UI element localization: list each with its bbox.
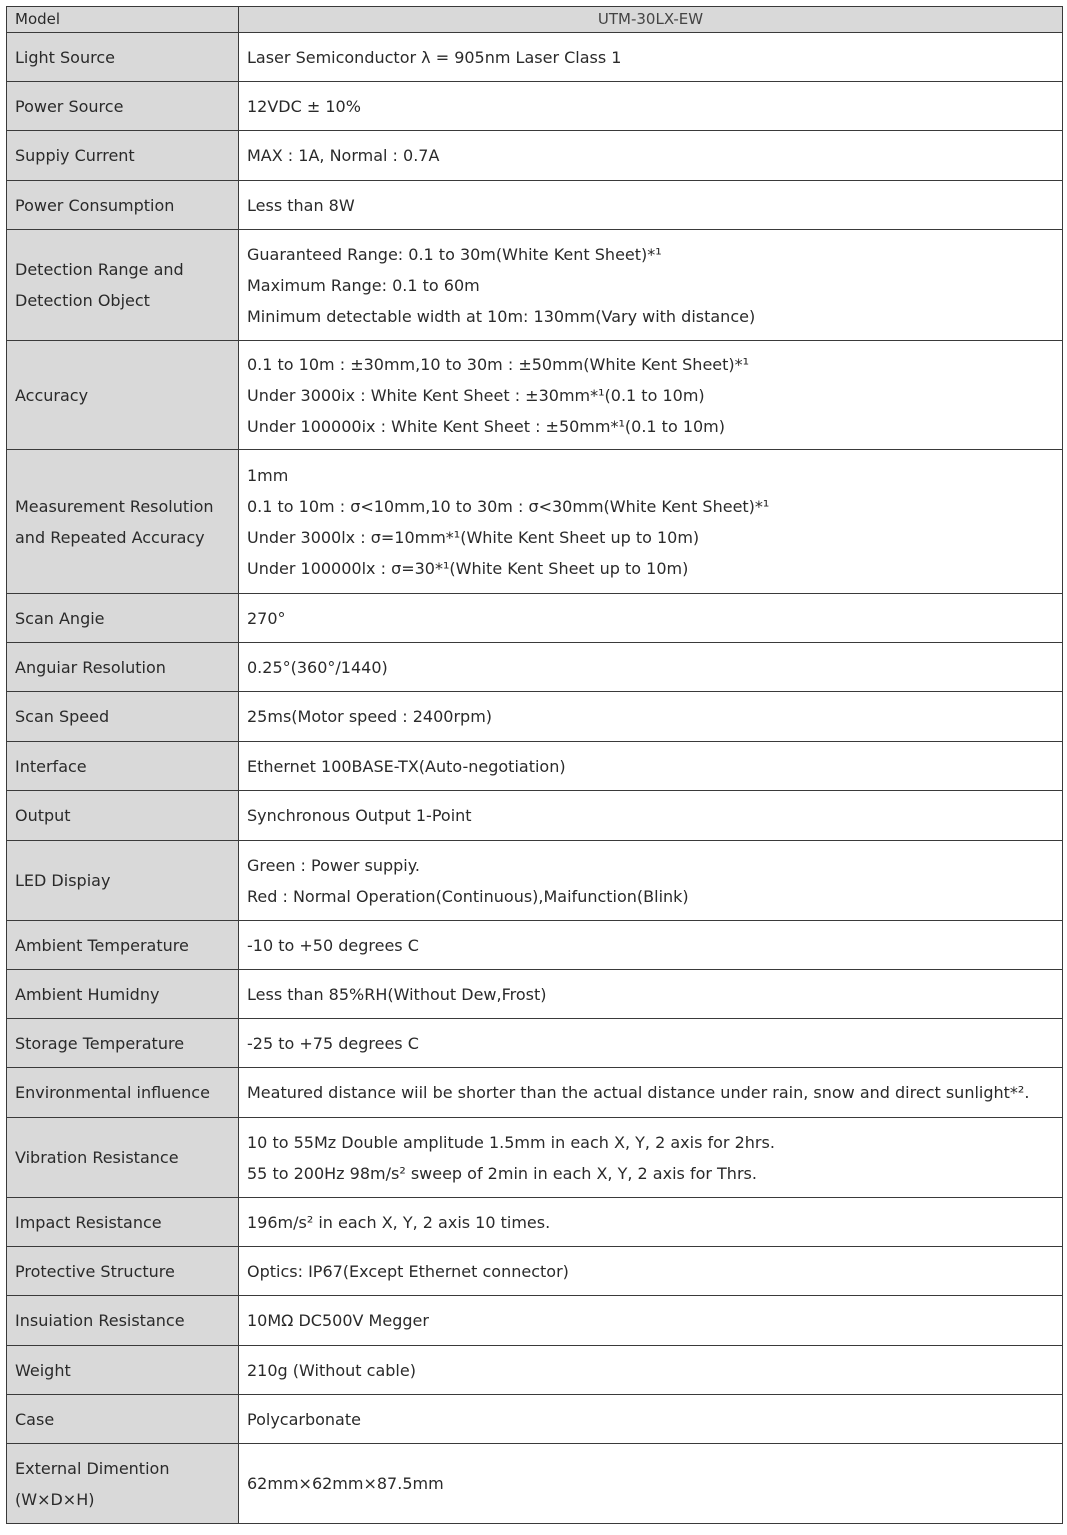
table-row: [7, 450, 1063, 594]
table-row: [7, 692, 1063, 742]
table-header-row: [7, 7, 1063, 33]
spec-value-cell: [239, 742, 1063, 791]
spec-label-cell: [7, 33, 239, 82]
spec-value-cell: [239, 1198, 1063, 1247]
spec-label: Scan Speed: [15, 707, 110, 726]
spec-label-cell: [7, 450, 239, 594]
spec-value-cell: [239, 692, 1063, 742]
spec-value-line: Minimum detectable width at 10m: 130mm(Vary with distance): [247, 306, 756, 326]
spec-table: [6, 6, 1063, 1524]
spec-label-cell: [7, 1444, 239, 1524]
spec-label-cell: [7, 1346, 239, 1395]
spec-label-cell: [7, 921, 239, 970]
spec-value-line: Less than 85%RH(Without Dew,Frost): [247, 984, 547, 1004]
spec-value-line: 25ms(Motor speed : 2400rpm): [247, 707, 493, 726]
spec-label-cell: [7, 341, 239, 450]
spec-value-line: Under 100000lx : σ=30*¹(White Kent Sheet up to 10m): [247, 558, 689, 578]
spec-value-cell: [239, 450, 1063, 594]
spec-value-cell: [239, 33, 1063, 82]
spec-label: and Repeated Accuracy: [15, 527, 205, 547]
spec-value-line: Polycarbonate: [247, 1409, 361, 1429]
spec-value-line: 12VDC ± 10%: [247, 96, 361, 116]
spec-label: Impact Resistance: [15, 1212, 162, 1232]
spec-label-cell: [7, 1296, 239, 1346]
spec-value-cell: [239, 1296, 1063, 1346]
table-row: [7, 131, 1063, 181]
spec-label: Insuiation Resistance: [15, 1311, 185, 1330]
spec-value-cell: [239, 1395, 1063, 1444]
table-row: [7, 1395, 1063, 1444]
table-row: [7, 1068, 1063, 1118]
spec-label-cell: [7, 742, 239, 791]
table-row: [7, 791, 1063, 841]
spec-value-line: Maximum Range: 0.1 to 60m: [247, 275, 480, 295]
header-label: Model: [7, 7, 239, 33]
spec-value-line: Ethernet 100BASE-TX(Auto-negotiation): [247, 756, 566, 776]
spec-value-cell: [239, 82, 1063, 131]
spec-label-cell: [7, 791, 239, 841]
spec-value-cell: [239, 1019, 1063, 1068]
spec-label: Detection Object: [15, 291, 150, 310]
spec-label: Case: [15, 1409, 55, 1429]
spec-label: Accuracy: [15, 385, 89, 405]
spec-label: Light Source: [15, 47, 115, 67]
spec-label-cell: [7, 970, 239, 1019]
spec-value-line: 62mm×62mm×87.5mm: [247, 1474, 444, 1493]
table-row: [7, 1198, 1063, 1247]
spec-value-line: Synchronous Output 1-Point: [247, 806, 472, 825]
spec-value-cell: [239, 1247, 1063, 1296]
table-row: [7, 643, 1063, 692]
spec-value-line: Green : Power suppiy.: [247, 855, 420, 875]
spec-label: (W×D×H): [15, 1489, 95, 1509]
spec-label: Detection Range and: [15, 260, 184, 279]
table-row: [7, 230, 1063, 341]
spec-value-line: 270°: [247, 608, 286, 628]
spec-value-cell: [239, 841, 1063, 921]
table-row: [7, 1247, 1063, 1296]
table-row: [7, 742, 1063, 791]
spec-value-cell: [239, 181, 1063, 230]
spec-label: Suppiy Current: [15, 146, 135, 165]
spec-value-line: Red : Normal Operation(Continuous),Maifunction(Blink): [247, 886, 689, 906]
spec-label: Interface: [15, 756, 87, 776]
spec-value-line: Laser Semiconductor λ = 905nm Laser Class 1: [247, 47, 622, 67]
spec-label-cell: [7, 1395, 239, 1444]
table-row: [7, 33, 1063, 82]
spec-value-line: Under 100000ix : White Kent Sheet : ±50mm*¹(0.1 to 10m): [247, 416, 725, 436]
spec-value-line: -10 to +50 degrees C: [247, 935, 419, 955]
spec-label-cell: [7, 841, 239, 921]
spec-value-line: Under 3000ix : White Kent Sheet : ±30mm*¹(0.1 to 10m): [247, 385, 705, 405]
spec-value-line: 10 to 55Mz Double amplitude 1.5mm in each X, Y, 2 axis for 2hrs.: [247, 1132, 775, 1152]
table-row: [7, 1444, 1063, 1524]
table-row: [7, 181, 1063, 230]
spec-value-line: Meatured distance wiil be shorter than the actual distance under rain, snow and direct sunlight*².: [247, 1083, 1030, 1102]
spec-label-cell: [7, 1118, 239, 1198]
table-row: [7, 970, 1063, 1019]
spec-label: Anguiar Resolution: [15, 657, 166, 677]
spec-value-cell: [239, 970, 1063, 1019]
spec-label-cell: [7, 1019, 239, 1068]
spec-label: Output: [15, 806, 71, 825]
spec-label: Measurement Resolution: [15, 496, 214, 516]
spec-value-cell: [239, 131, 1063, 181]
spec-label: Ambient Humidny: [15, 984, 160, 1004]
spec-value-cell: [239, 594, 1063, 643]
table-row: [7, 341, 1063, 450]
spec-value-line: 0.25°(360°/1440): [247, 657, 388, 677]
spec-value-line: Less than 8W: [247, 195, 355, 215]
table-row: [7, 1019, 1063, 1068]
table-row: [7, 921, 1063, 970]
table-row: [7, 1296, 1063, 1346]
spec-value-cell: [239, 1068, 1063, 1118]
table-row: [7, 82, 1063, 131]
spec-label: LED Dispiay: [15, 871, 111, 890]
spec-label: Weight: [15, 1360, 71, 1380]
spec-value-line: 1mm: [247, 465, 289, 485]
table-row: [7, 1346, 1063, 1395]
table-row: [7, 594, 1063, 643]
spec-value-cell: [239, 1118, 1063, 1198]
spec-label-cell: [7, 1198, 239, 1247]
spec-value-cell: [239, 1346, 1063, 1395]
spec-value-cell: [239, 643, 1063, 692]
spec-value-cell: [239, 921, 1063, 970]
spec-label: Protective Structure: [15, 1261, 175, 1281]
spec-value-line: 10MΩ DC500V Megger: [247, 1311, 429, 1330]
spec-value-line: 0.1 to 10m : σ<10mm,10 to 30m : σ<30mm(White Kent Sheet)*¹: [247, 496, 770, 516]
spec-value-line: 55 to 200Hz 98m/s² sweep of 2min in each X, Y, 2 axis for Thrs.: [247, 1163, 757, 1183]
spec-value-line: Guaranteed Range: 0.1 to 30m(White Kent Sheet)*¹: [247, 244, 662, 264]
spec-label-cell: [7, 82, 239, 131]
table-row: [7, 841, 1063, 921]
spec-label: Power Consumption: [15, 195, 175, 215]
spec-value-line: Optics: IP67(Except Ethernet connector): [247, 1261, 569, 1281]
spec-label: Vibration Resistance: [15, 1148, 179, 1167]
spec-label: External Dimention: [15, 1458, 170, 1478]
spec-label-cell: [7, 181, 239, 230]
spec-value-line: MAX : 1A, Normal : 0.7A: [247, 146, 440, 165]
spec-label-cell: [7, 643, 239, 692]
spec-label-cell: [7, 692, 239, 742]
spec-value-line: Under 3000lx : σ=10mm*¹(White Kent Sheet up to 10m): [247, 527, 700, 547]
spec-value-line: 210g (Without cable): [247, 1360, 416, 1380]
spec-value-cell: [239, 1444, 1063, 1524]
spec-value-line: 0.1 to 10m : ±30mm,10 to 30m : ±50mm(White Kent Sheet)*¹: [247, 354, 750, 374]
spec-value-line: -25 to +75 degrees C: [247, 1033, 419, 1053]
spec-label: Ambient Temperature: [15, 935, 189, 955]
spec-value-line: 196m/s² in each X, Y, 2 axis 10 times.: [247, 1212, 551, 1232]
spec-label-cell: [7, 1247, 239, 1296]
spec-label: Environmental influence: [15, 1083, 210, 1102]
spec-value-cell: [239, 791, 1063, 841]
spec-label-cell: [7, 131, 239, 181]
header-model-value: UTM-30LX-EW: [239, 7, 1063, 33]
spec-value-cell: [239, 341, 1063, 450]
spec-label-cell: [7, 1068, 239, 1118]
table-row: [7, 1118, 1063, 1198]
spec-value-cell: [239, 230, 1063, 341]
spec-label: Storage Temperature: [15, 1033, 185, 1053]
spec-label: Power Source: [15, 96, 124, 116]
spec-label: Scan Angie: [15, 608, 105, 628]
spec-label-cell: [7, 594, 239, 643]
spec-label-cell: [7, 230, 239, 341]
